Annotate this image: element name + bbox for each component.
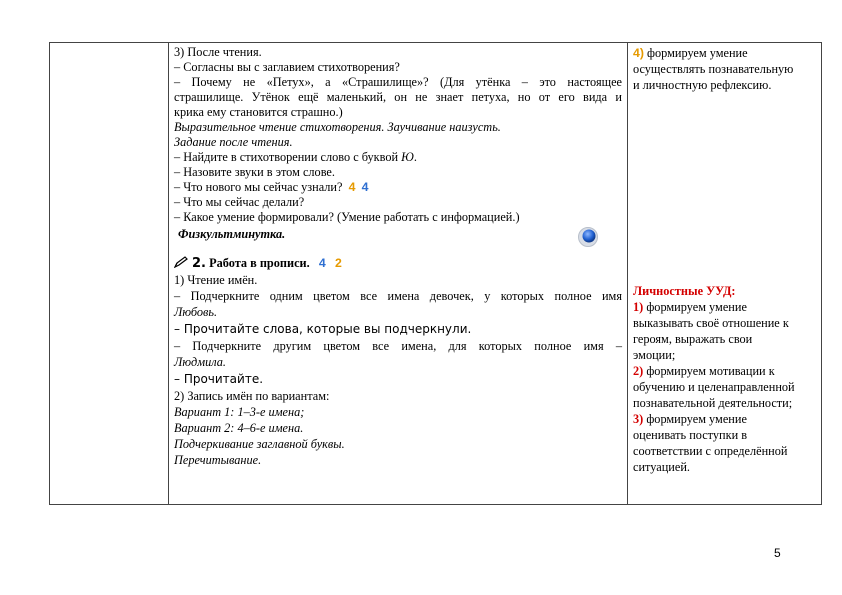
text-line: оценивать поступки в <box>633 428 748 442</box>
text-line <box>633 45 748 61</box>
text-line: 1) Чтение имён. <box>174 273 258 287</box>
text-line: познавательной деятельности; <box>633 396 793 410</box>
text-line: страшилище. Утёнок ещё маленький, он не знает петуха, но от его вида и <box>174 90 622 104</box>
text-line: и личностную рефлексию. <box>633 78 772 92</box>
blue-number: 4 <box>318 256 326 270</box>
red-number: 2) <box>633 364 644 378</box>
text-line: крика ему становится страшно.) <box>174 105 343 119</box>
text-line: – Что мы сейчас делали? <box>174 195 305 209</box>
text-line: – Прочитайте. <box>174 372 264 386</box>
text-line: обучению и целенаправленной <box>633 380 795 394</box>
text-fragment: формируем мотивации к <box>643 364 775 378</box>
uud-cell <box>628 43 823 504</box>
lesson-content-cell <box>169 43 628 504</box>
red-number: 3) <box>633 412 644 426</box>
text-fragment: формируем умение <box>643 46 748 60</box>
pencil-icon <box>174 256 188 268</box>
lesson-table <box>49 42 822 505</box>
text-fragment: – Что нового мы сейчас узнали? <box>174 180 343 194</box>
uud-heading: Личностные УУД: <box>633 284 736 298</box>
orange-number: 4 <box>348 180 356 194</box>
text-line: эмоции; <box>633 348 676 362</box>
section-number: 2. <box>192 256 206 271</box>
text-line: Выразительное чтение стихотворения. Заучивание наизусть. <box>174 120 501 134</box>
text-line <box>174 150 622 165</box>
orange-number: 4) <box>633 46 644 60</box>
text-line: выказывать своё отношение к <box>633 316 789 330</box>
text-line <box>633 363 775 379</box>
text-line <box>174 180 622 195</box>
circle-icon <box>577 226 599 248</box>
section-heading <box>174 256 622 271</box>
blue-number: 4 <box>361 180 369 194</box>
text-line: Подчеркивание заглавной буквы. <box>174 437 345 451</box>
text-line: героям, выражать свои <box>633 332 753 346</box>
text-line: – Подчеркните другим цветом все имена, для которых полное имя – <box>174 339 622 353</box>
text-line: Вариант 1: 1–3-е имена; <box>174 405 305 419</box>
text-line: соответствии с определённой <box>633 444 788 458</box>
text-line: Перечитывание. <box>174 453 262 467</box>
text-line: 2) Запись имён по вариантам: <box>174 389 330 403</box>
orange-number: 2 <box>335 256 342 270</box>
text-line: – Какое умение формировали? (Умение работать с информацией.) <box>174 210 520 224</box>
text-line: – Назовите звуки в этом слове. <box>174 165 335 179</box>
text-line <box>633 299 747 315</box>
text-line: ситуацией. <box>633 460 690 474</box>
text-line: – Подчеркните одним цветом все имена девочек, у которых полное имя <box>174 289 622 303</box>
text-fragment: формируем умение <box>643 300 747 314</box>
text-line: Задание после чтения. <box>174 135 293 149</box>
letter-yu: Ю <box>401 150 414 164</box>
text-fragment: . <box>413 150 417 164</box>
text-fragment: – Найдите в стихотворении слово с буквой <box>174 150 402 164</box>
text-line: – Почему не «Петух», а «Страшилище»? (Для утёнка – это настоящее <box>174 75 622 89</box>
text-line: Вариант 2: 4–6-е имена. <box>174 421 304 435</box>
left-column-cell <box>50 43 169 504</box>
text-line: Любовь. <box>174 305 218 319</box>
text-line: Физкультминутка. <box>178 227 286 241</box>
text-line <box>633 411 747 427</box>
section-title: Работа в прописи. <box>209 256 310 270</box>
text-line: осуществлять познавательную <box>633 62 794 76</box>
page-number: 5 <box>774 546 781 560</box>
red-number: 1) <box>633 300 644 314</box>
text-line: – Согласны вы с заглавием стихотворения? <box>174 60 400 74</box>
text-line: – Прочитайте слова, которые вы подчеркнули. <box>174 322 472 336</box>
text-fragment: формируем умение <box>643 412 747 426</box>
text-line: 3) После чтения. <box>174 45 262 59</box>
text-line: Людмила. <box>174 355 226 369</box>
